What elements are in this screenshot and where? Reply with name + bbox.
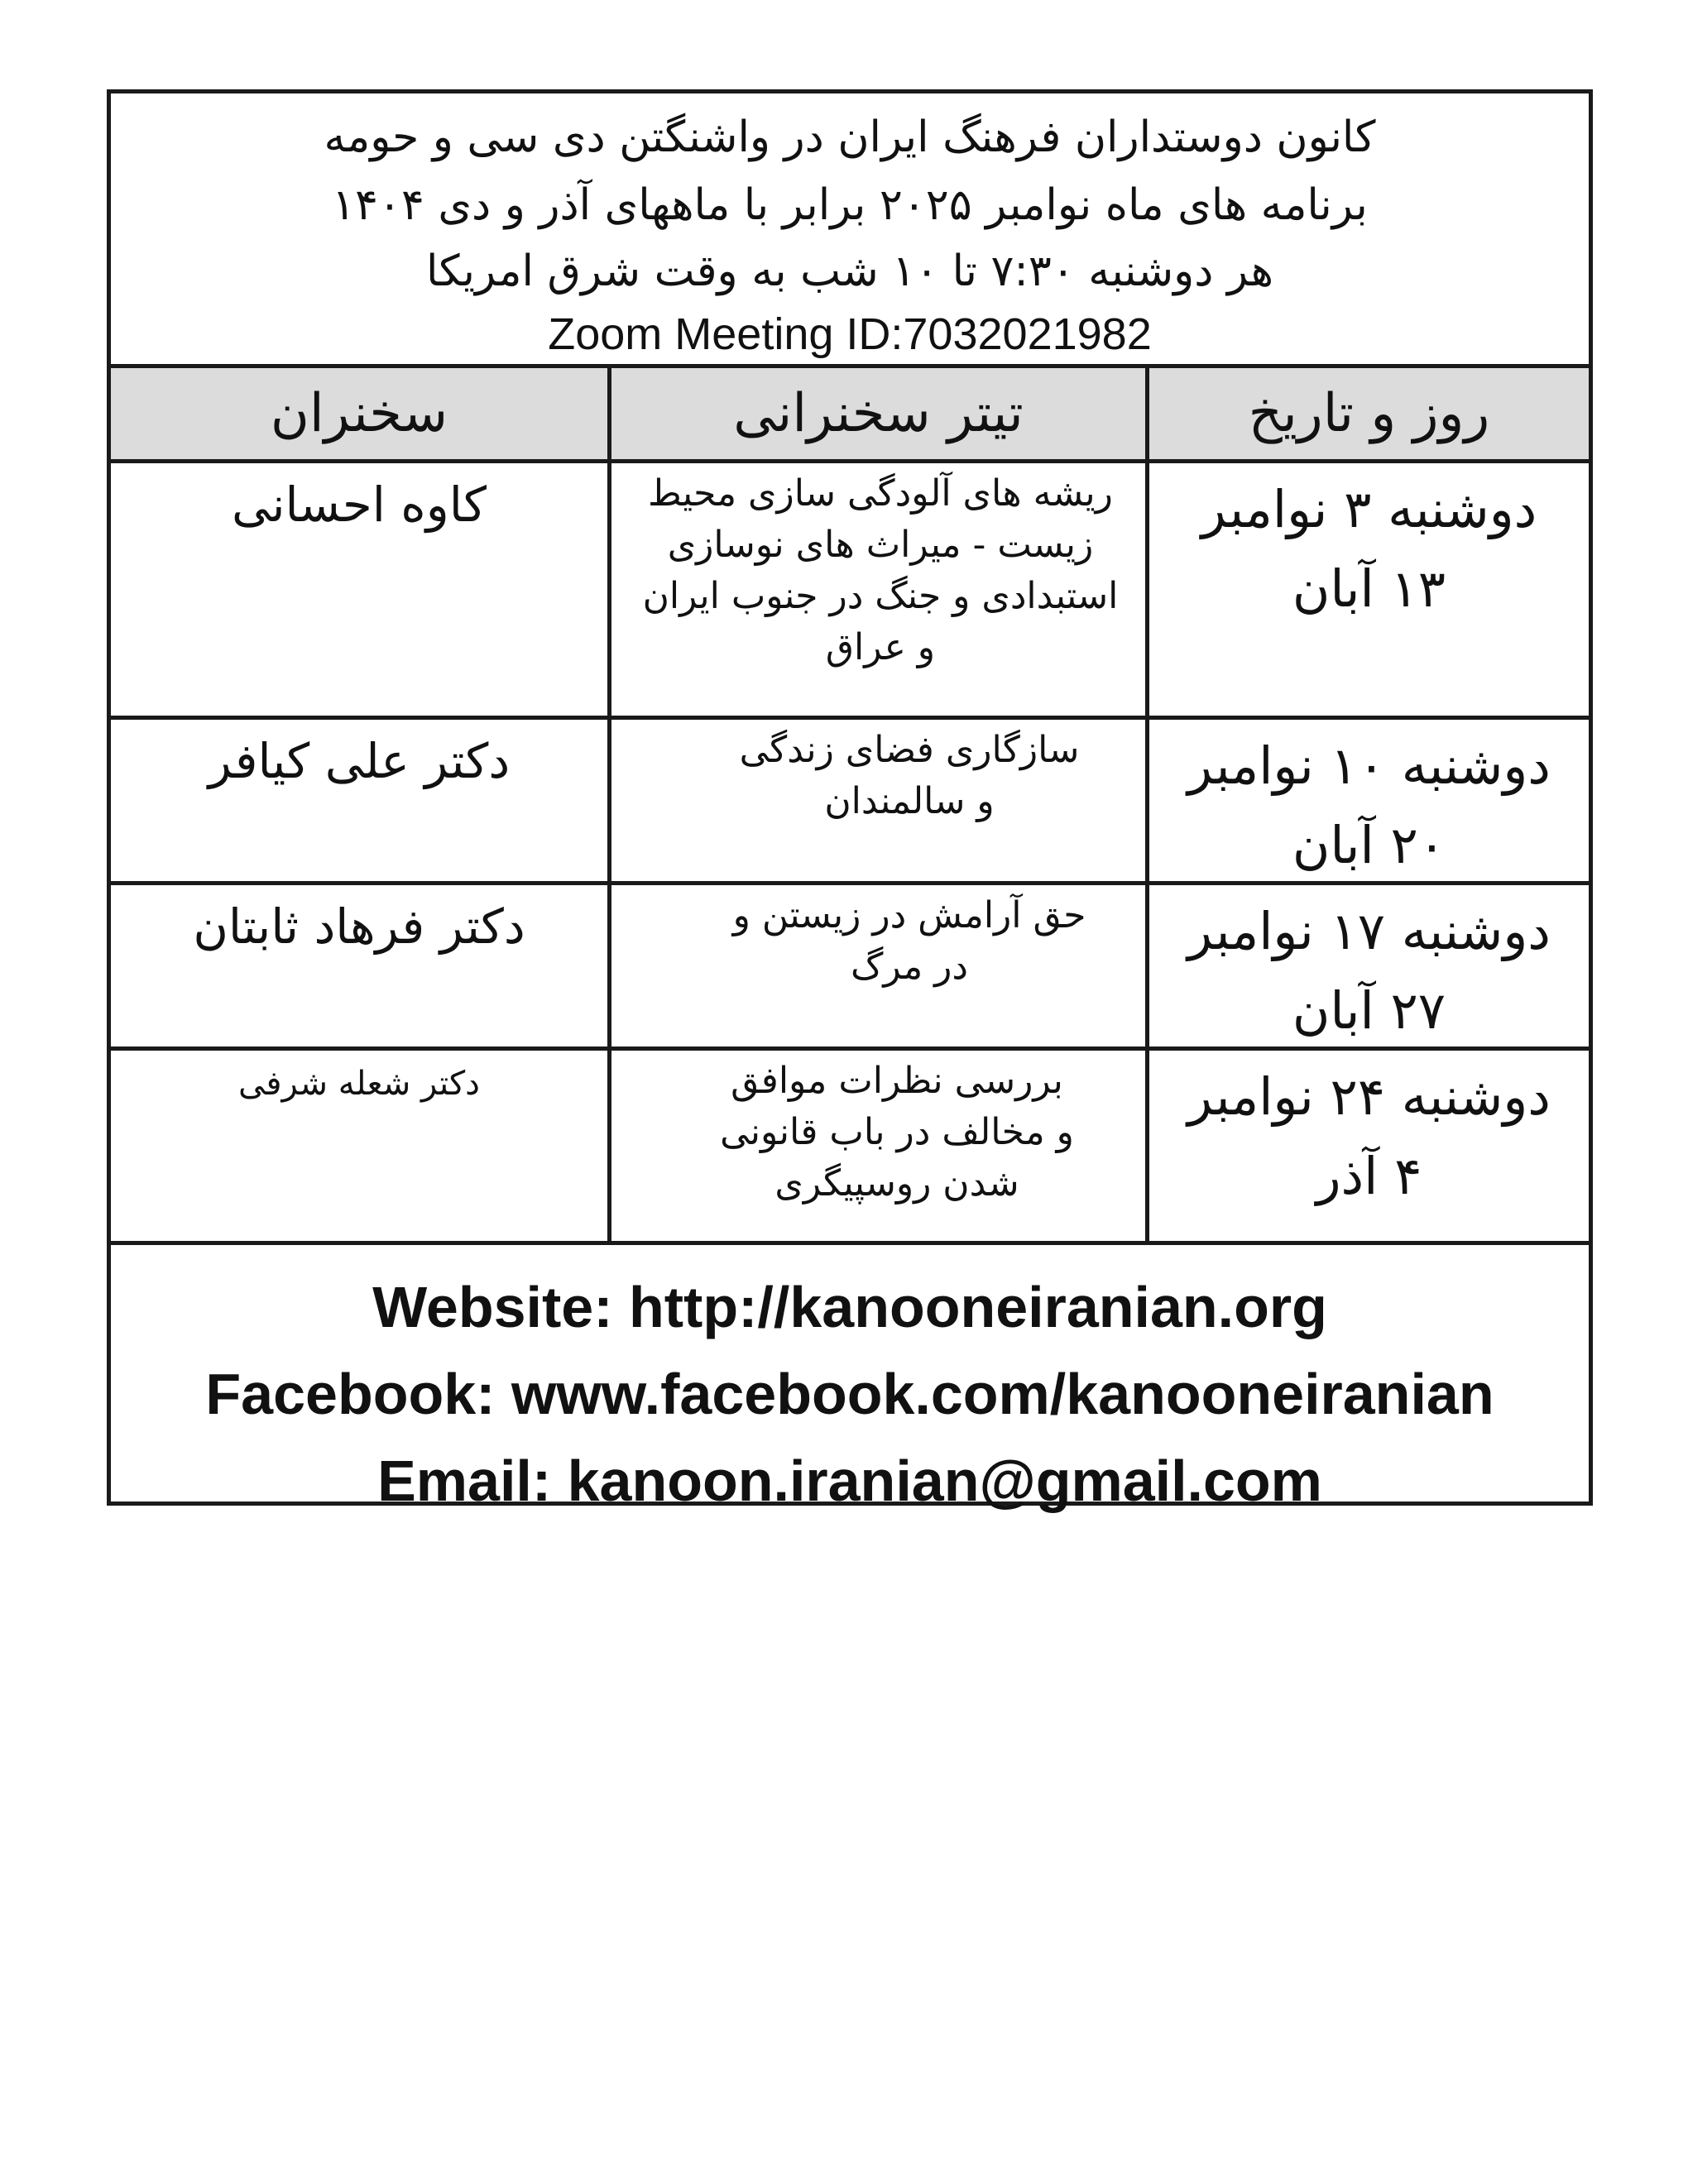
persian-date: ۴ آذر: [1316, 1146, 1422, 1206]
speaker-name: دکتر فرهاد ثابتان: [193, 898, 525, 955]
lecture-title: سازگاری فضای زندگی و سالمندان: [739, 729, 1080, 822]
weekday-date: دوشنبه ۱۰ نوامبر: [1187, 735, 1551, 796]
contact-footer: [111, 1245, 1589, 1513]
persian-date: ۲۰ آبان: [1292, 815, 1446, 875]
lecture-title: حق آرامش در زیستن و در مرگ: [732, 894, 1086, 988]
program-header: [111, 93, 1589, 368]
table-row-date: [1149, 885, 1589, 1046]
speaker-name: دکتر شعله شرفی: [238, 1065, 480, 1103]
speaker-name: کاوه احسانی: [232, 477, 487, 533]
table-row-date: [1149, 720, 1589, 881]
speaker-name: دکتر علی کیافر: [208, 733, 511, 789]
program-sheet: [107, 89, 1593, 1513]
table-row-date: [1149, 463, 1589, 716]
program-month: برنامه های ماه نوامبر ۲۰۲۵ برابر با ماههای آذر و دی ۱۴۰۴: [332, 180, 1368, 230]
persian-date: ۲۷ آبان: [1292, 980, 1446, 1041]
program-time: هر دوشنبه ۷:۳۰ تا ۱۰ شب به وقت شرق امریکا: [425, 247, 1274, 296]
persian-date: ۱۳ آبان: [1292, 558, 1446, 619]
column-header-speaker: سخنران: [270, 383, 448, 444]
lecture-title: بررسی نظرات موافق و مخالف در باب قانونی شدن روسپیگری: [720, 1060, 1074, 1205]
email-link[interactable]: Email: kanoon.iranian@gmail.com: [377, 1449, 1322, 1513]
lecture-title: ریشه های آلودگی سازی محیط زیست - میراث های نوسازی استبدادی و جنگ در جنوب ایران و عراق: [642, 472, 1119, 668]
zoom-meeting-id: Zoom Meeting ID:7032021982: [548, 309, 1152, 359]
column-header-date: روز و تاریخ: [1248, 383, 1490, 444]
column-divider: [1145, 368, 1149, 1241]
org-name: کانون دوستداران فرهنگ ایران در واشنگتن دی سی و حومه: [324, 113, 1376, 162]
weekday-date: دوشنبه ۲۴ نوامبر: [1187, 1066, 1551, 1127]
facebook-link[interactable]: Facebook: www.facebook.com/kanooneiranian: [205, 1362, 1494, 1426]
weekday-date: دوشنبه ۳ نوامبر: [1201, 479, 1537, 539]
column-header-title: تیتر سخنرانی: [733, 383, 1024, 444]
column-divider: [607, 368, 611, 1241]
table-row-date: [1149, 1051, 1589, 1241]
schedule-table: [111, 368, 1589, 1339]
weekday-date: دوشنبه ۱۷ نوامبر: [1187, 901, 1551, 961]
website-link[interactable]: Website: http://kanooneiranian.org: [372, 1275, 1327, 1339]
